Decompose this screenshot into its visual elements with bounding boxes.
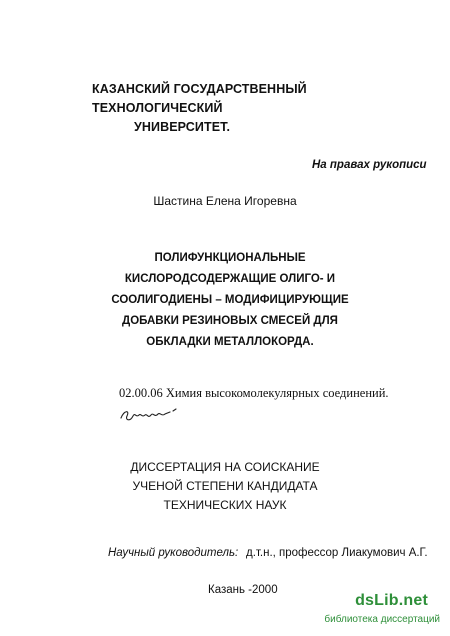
degree-statement (0, 458, 450, 515)
manuscript-note: На правах рукописи (312, 159, 427, 171)
specialty-code: 02.00.06 Химия высокомолекулярных соединений. (119, 386, 389, 400)
watermark-brand: dsLib.net (355, 592, 428, 609)
university-header (92, 80, 392, 137)
degree-line: ДИССЕРТАЦИЯ НА СОИСКАНИЕ (130, 460, 320, 474)
title-line: СООЛИГОДИЕНЫ – МОДИФИЦИРУЮЩИЕ (111, 294, 349, 306)
title-line: КИСЛОРОДСОДЕРЖАЩИЕ ОЛИГО- И (124, 273, 336, 285)
title-line: ПОЛИФУНКЦИОНАЛЬНЫЕ (154, 252, 306, 264)
advisor-label: Научный руководитель: (108, 547, 239, 559)
watermark-tagline: библиотека диссертаций (324, 614, 440, 625)
handwritten-signature (118, 404, 188, 426)
title-line: ОБКЛАДКИ МЕТАЛЛОКОРДА. (146, 336, 314, 348)
university-line-1: КАЗАНСКИЙ ГОСУДАРСТВЕННЫЙ ТЕХНОЛОГИЧЕСКИЙ (92, 82, 307, 115)
author-name: Шастина Елена Игоревна (153, 194, 297, 208)
dissertation-title (80, 248, 380, 353)
advisor-name: д.т.н., профессор Лиакумович А.Г. (246, 547, 428, 559)
title-line: ДОБАВКИ РЕЗИНОВЫХ СМЕСЕЙ ДЛЯ (122, 315, 338, 327)
degree-line: УЧЕНОЙ СТЕПЕНИ КАНДИДАТА (132, 479, 318, 493)
university-line-2: УНИВЕРСИТЕТ. (134, 120, 231, 134)
city-year: Казань -2000 (208, 584, 278, 596)
degree-line: ТЕХНИЧЕСКИХ НАУК (163, 498, 287, 512)
